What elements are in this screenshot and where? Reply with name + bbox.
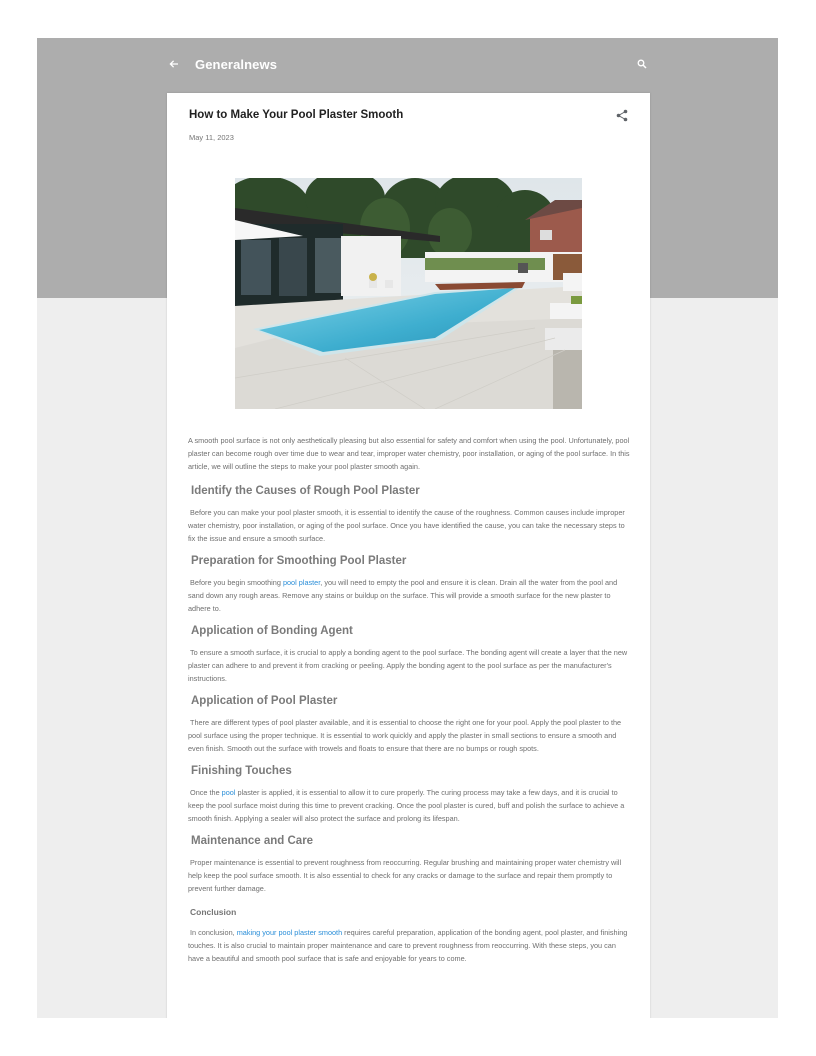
- intro-paragraph: A smooth pool surface is not only aesthetically pleasing but also essential for safety and comfort when using the pool. Unfortunately, pool plaster can become rough over time due to wear and tear, improper water chemistry, poor installation, or aging of the pool surface. In this article, we will outline the steps to make your pool plaster smooth again.: [188, 436, 630, 471]
- section-heading: Application of Bonding Agent: [191, 625, 353, 637]
- search-icon: [637, 59, 647, 69]
- section-heading: Preparation for Smoothing Pool Plaster: [191, 555, 407, 567]
- section-heading: Maintenance and Care: [191, 835, 314, 847]
- section-paragraph: Before you begin smoothing pool plaster, you will need to empty the pool and ensure it is clean. Drain all the water from the pool and sand down any rough areas. Remove any stains or buildup on the surface. This will provide a smooth surface for the new plaster to adhere to.: [188, 578, 618, 613]
- section-paragraph: Proper maintenance is essential to prevent roughness from reoccurring. Regular brushing and maintaining proper water chemistry will help keep the pool surface smooth. It is also essential to check for any cracks or damage to the surface and repair them promptly to prevent further damage.: [188, 858, 622, 893]
- back-button[interactable]: [167, 57, 181, 71]
- page-frame: [37, 38, 778, 1018]
- section-paragraph: There are different types of pool plaster available, and it is essential to choose the right one for your pool. Apply the pool plaster to the pool surface using the proper technique. It is essential to work quickly and apply the plaster in small sections to ensure a smooth and even finish. Smooth out the surface with trowels and floats to ensure that there are no bumps or rough spots.: [188, 718, 622, 753]
- share-icon: [616, 109, 628, 122]
- conclusion-paragraph: In conclusion, making your pool plaster smooth requires careful preparation, application of the bonding agent, pool plaster, and finishing touches. It is also crucial to maintain proper maintenance and care to prevent roughness from reoccurring. With these steps, you can have a beautiful and smooth pool surface that is safe and enjoyable for years to come.: [188, 928, 628, 963]
- post-body: [188, 434, 630, 965]
- section-paragraph: Before you can make your pool plaster smooth, it is essential to identify the cause of the roughness. Common causes include improper water chemistry, poor installation, or aging of the pool surface. Once you have identified the cause, you can take the necessary steps to fix the issue and ensure a smooth surface.: [188, 508, 625, 543]
- conclusion-heading: Conclusion: [190, 907, 237, 917]
- top-app-bar: [167, 52, 649, 76]
- post-title: How to Make Your Pool Plaster Smooth: [189, 109, 404, 121]
- section-heading: Identify the Causes of Rough Pool Plaster: [191, 485, 420, 497]
- brand-title[interactable]: Generalnews: [195, 56, 278, 72]
- arrow-left-icon: [169, 59, 179, 69]
- pool-link[interactable]: pool: [221, 788, 236, 797]
- pool-plaster-link[interactable]: pool plaster: [282, 578, 321, 587]
- pool-photo: [235, 178, 582, 409]
- share-button[interactable]: [616, 109, 628, 122]
- post-date: May 11, 2023: [189, 133, 234, 142]
- smooth-plaster-link[interactable]: making your pool plaster smooth: [236, 928, 343, 937]
- section-paragraph: Once the pool plaster is applied, it is essential to allow it to cure properly. The curing process may take a few days, and it is crucial to keep the pool surface moist during this time to prevent cracking. Once the pool plaster is cured, buff and polish the surface to achieve a smooth finish. Applying a sealer will also protect the surface and prolong its lifespan.: [188, 788, 625, 823]
- section-paragraph: To ensure a smooth surface, it is crucial to apply a bonding agent to the pool surface. The bonding agent will create a layer that the new plaster can adhere to and prevent it from cracking or peeling. Apply the bonding agent to the pool surface as per the manufacturer's instructions.: [188, 648, 628, 683]
- section-heading: Application of Pool Plaster: [191, 695, 338, 707]
- section-heading: Finishing Touches: [191, 765, 292, 777]
- search-button[interactable]: [635, 57, 649, 71]
